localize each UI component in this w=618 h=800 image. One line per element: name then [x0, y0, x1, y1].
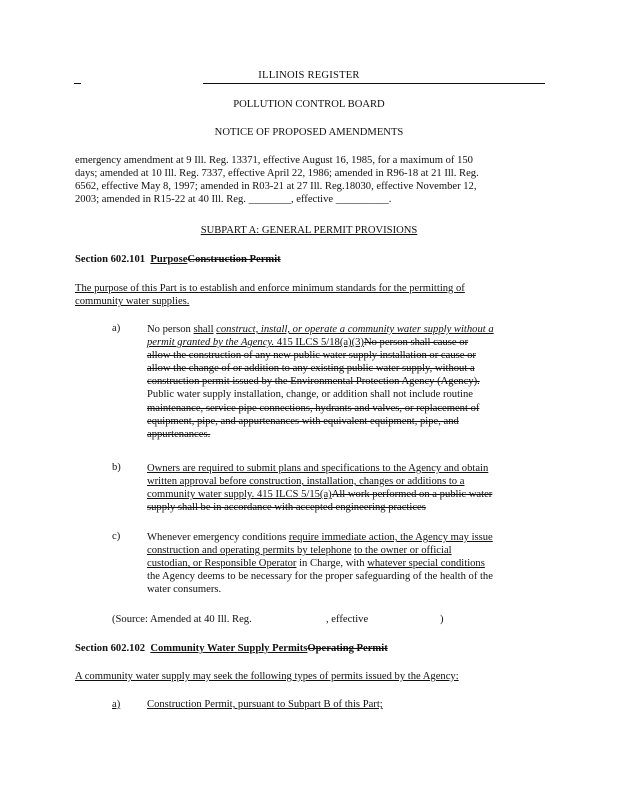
subsection-c-label: c) — [112, 531, 121, 542]
source-note-close: ) — [440, 614, 444, 625]
subsection-a-line: No person shall construct, install, or operate a community water supply without a — [147, 324, 494, 335]
purpose-line: community water supplies. — [75, 296, 190, 308]
section-602-102-a-text: Construction Permit, pursuant to Subpart B of this Part; — [147, 699, 383, 710]
section-title-new: Community Water Supply Permits — [150, 643, 308, 654]
section-title-old: Construction Permit — [187, 254, 281, 265]
subsection-c-line: water consumers. — [147, 584, 222, 596]
subsection-a-line: maintenance, service pipe connections, hydrants and valves, or replacement of — [147, 402, 480, 414]
subsection-c-line: Whenever emergency conditions require immediate action, the Agency may issue — [147, 532, 493, 543]
subsection-b-label: b) — [112, 462, 121, 473]
subsection-c-text — [147, 531, 493, 596]
subsection-b-line: community water supply. 415 ILCS 5/15(a)All work performed on a public water — [147, 489, 493, 501]
register-title: ILLINOIS REGISTER — [258, 70, 360, 81]
subsection-b-line: Owners are required to submit plans and specifications to the Agency and obtain — [147, 463, 489, 474]
intro-line: 6562, effective May 8, 1997; amended in R03-21 at 27 Ill. Reg.18030, effective November 12, — [75, 181, 477, 193]
subsection-a-text — [147, 323, 494, 441]
intro-paragraph — [75, 154, 479, 206]
subsection-a-line: allow the change of or addition to any existing public water supply, without a — [147, 363, 475, 375]
section-602-101-heading — [75, 254, 281, 265]
intro-line: days; amended at 10 Ill. Reg. 7337, effective April 22, 1986; amended in R96-18 at 21 Ill. Reg. — [75, 168, 479, 180]
subsection-a-label: a) — [112, 323, 121, 334]
subsection-b-line: supply shall be in accordance with accepted engineering practices — [147, 502, 426, 514]
subsection-c-line: custodian, or Responsible Operator in Charge, with whatever special conditions — [147, 558, 485, 570]
subsection-a-line: permit granted by the Agency. 415 ILCS 5/18(a)(3)No person shall cause or — [147, 337, 469, 349]
section-602-102-heading — [75, 643, 388, 654]
purpose-line: The purpose of this Part is to establish and enforce minimum standards for the permitting of — [75, 283, 465, 294]
subsection-a-line: equipment, pipe, and appurtenances with equivalent equipment, pipe, and — [147, 415, 459, 427]
source-note-prefix: (Source: Amended at 40 Ill. Reg. — [112, 614, 252, 625]
header-center-rule — [203, 83, 545, 84]
board-title: POLLUTION CONTROL BOARD — [233, 99, 385, 110]
section-602-102-intro: A community water supply may seek the following types of permits issued by the Agency: — [75, 671, 459, 682]
subpart-title: SUBPART A: GENERAL PERMIT PROVISIONS — [200, 225, 418, 236]
subsection-c-line: the Agency deems to be necessary for the proper safeguarding of the health of the — [147, 571, 493, 583]
header-left-rule — [74, 83, 81, 84]
subsection-b-line: written approval before construction, installation, changes or additions to a — [147, 476, 465, 488]
subsection-a-line: appurtenances. — [147, 428, 211, 440]
section-602-102-a-label: a) — [112, 699, 121, 710]
subsection-b-text — [147, 462, 492, 514]
subsection-a-line: construction permit issued by the Environmental Protection Agency (Agency). — [147, 376, 480, 388]
intro-line: emergency amendment at 9 Ill. Reg. 13371, effective August 16, 1985, for a maximum of 150 — [75, 155, 473, 166]
section-title-old: Operating Permit — [307, 643, 388, 654]
subsection-a-line: Public water supply installation, change, or addition shall not include routine — [147, 389, 473, 401]
subsection-c-line: construction and operating permits by telephone to the owner or official — [147, 545, 452, 557]
source-note-effective: , effective — [326, 614, 369, 625]
notice-title: NOTICE OF PROPOSED AMENDMENTS — [214, 127, 404, 138]
subsection-a-line: allow the construction of any new public water supply installation or cause or — [147, 350, 476, 362]
purpose-paragraph — [75, 282, 465, 308]
section-number: Section 602.101 — [75, 254, 146, 265]
section-title-new: Purpose — [150, 254, 188, 265]
section-number: Section 602.102 — [75, 643, 146, 654]
intro-line: 2003; amended in R15-22 at 40 Ill. Reg. ________, effective __________. — [75, 194, 392, 206]
